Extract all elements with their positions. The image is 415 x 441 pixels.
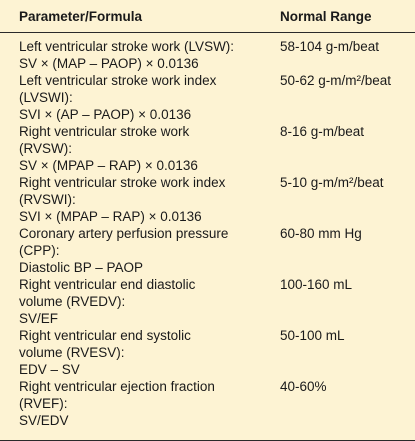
formula-line: SV/EDV (19, 413, 69, 428)
normal-range-cell: 100-160 mL (280, 277, 353, 292)
parameter-line: (RVSWI): (19, 192, 76, 207)
normal-range-cell: 50-100 mL (280, 328, 345, 343)
table-header (0, 0, 415, 33)
normal-range-cell: 5-10 g-m/m²/beat (280, 175, 384, 190)
table-row (0, 276, 415, 327)
formula-line: Diastolic BP – PAOP (19, 260, 144, 275)
parameter-line: Coronary artery perfusion pressure (19, 226, 229, 241)
table-row (0, 378, 415, 429)
normal-range-cell: 50-62 g-m/m²/beat (280, 73, 392, 88)
parameter-cell (19, 38, 269, 72)
formula-line: SVI × (MPAP – RAP) × 0.0136 (19, 209, 202, 224)
table-row (0, 225, 415, 276)
table-row (0, 72, 415, 123)
header-parameter-formula: Parameter/Formula (19, 9, 143, 24)
parameter-cell (19, 327, 269, 378)
table-row (0, 174, 415, 225)
formula-line: SV × (MPAP – RAP) × 0.0136 (19, 158, 198, 173)
parameter-cell (19, 378, 269, 429)
parameter-line: Right ventricular end diastolic (19, 277, 196, 292)
parameter-line: Right ventricular stroke work index (19, 175, 226, 190)
table-row (0, 327, 415, 378)
table-row (0, 123, 415, 174)
formula-line: EDV – SV (19, 362, 80, 377)
table-body (0, 38, 415, 429)
parameter-line: (RVEF): (19, 396, 68, 411)
parameter-line: Right ventricular ejection fraction (19, 379, 215, 394)
parameter-line: (LVSWI): (19, 90, 73, 105)
normal-range-cell: 8-16 g-m/beat (280, 124, 365, 139)
table-row (0, 38, 415, 72)
parameter-cell (19, 225, 269, 276)
parameter-line: Right ventricular stroke work (19, 124, 190, 139)
normal-range-cell: 60-80 mm Hg (280, 226, 362, 241)
parameter-line: volume (RVESV): (19, 345, 125, 360)
parameter-line: (CPP): (19, 243, 60, 258)
header-normal-range: Normal Range (280, 9, 372, 24)
parameter-line: Left ventricular stroke work (LVSW): (19, 39, 235, 54)
formula-line: SVI × (AP – PAOP) × 0.0136 (19, 107, 192, 122)
parameter-cell (19, 72, 269, 123)
parameter-cell (19, 174, 269, 225)
parameter-cell (19, 276, 269, 327)
normal-range-cell: 40-60% (280, 379, 327, 394)
parameter-cell (19, 123, 269, 174)
parameter-line: Right ventricular end systolic (19, 328, 191, 343)
parameter-line: Left ventricular stroke work index (19, 73, 217, 88)
formula-line: SV/EF (19, 311, 59, 326)
formula-line: SV × (MAP – PAOP) × 0.0136 (19, 56, 199, 71)
parameter-line: volume (RVEDV): (19, 294, 126, 309)
parameter-line: (RVSW): (19, 141, 72, 156)
normal-range-cell: 58-104 g-m/beat (280, 39, 380, 54)
